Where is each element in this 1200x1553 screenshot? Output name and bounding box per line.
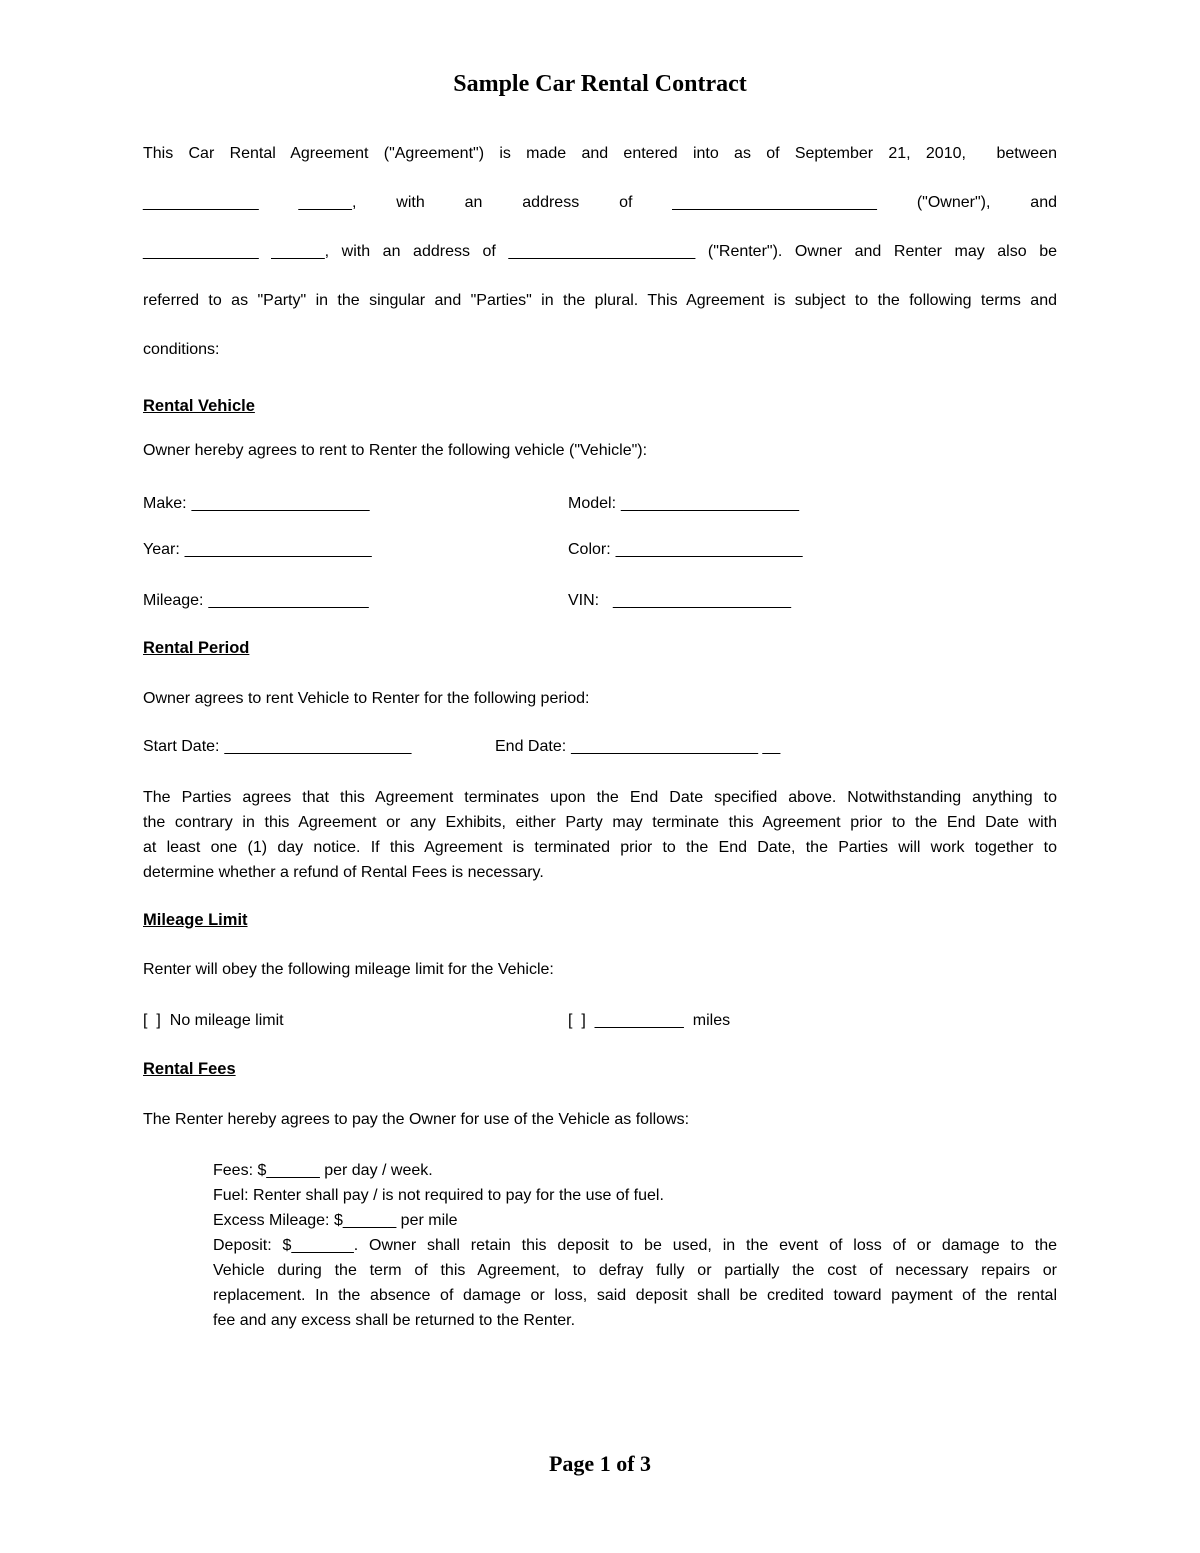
year-blank[interactable]: _____________________ [184,541,372,558]
model-blank[interactable]: ____________________ [621,495,799,512]
year-field [143,540,568,560]
rental-period-intro: Owner agrees to rent Vehicle to Renter for the following period: [143,690,590,707]
rental-fees-intro: The Renter hereby agrees to pay the Owner for use of the Vehicle as follows: [143,1111,690,1128]
miles-label: miles [692,1012,731,1029]
paragraph-line: conditions: [143,341,220,358]
vin-label: VIN: [568,592,600,609]
intro-paragraph [143,129,1057,374]
vehicle-row-year-color [143,540,1057,560]
paragraph-line: _____________ ______, with an address of _____________________ ("Renter"). Owner and Renter may also be [143,243,1057,260]
paragraph-line: determine whether a refund of Rental Fees is necessary. [143,864,544,881]
make-field [143,494,568,514]
rental-fees-heading: Rental Fees [143,1060,236,1078]
color-field [568,540,803,560]
vin-field [568,591,791,611]
paragraph-line: Vehicle during the term of this Agreement, to defray fully or partially the cost of necessary repairs or [213,1262,1057,1279]
paragraph-line: the contrary in this Agreement or any Exhibits, either Party may terminate this Agreement prior to the End Date with [143,814,1057,831]
mileage-limit-intro: Renter will obey the following mileage limit for the Vehicle: [143,961,554,978]
rental-vehicle-intro: Owner hereby agrees to rent to Renter the following vehicle ("Vehicle"): [143,442,648,459]
mileage-options-row [143,1011,1057,1031]
paragraph-line: fee and any excess shall be returned to the Renter. [213,1312,576,1329]
vehicle-row-mileage-vin [143,591,1057,611]
model-field [568,494,799,514]
section-rental-vehicle [143,396,1057,611]
termination-paragraph [143,785,1057,885]
paragraph-line: referred to as "Party" in the singular and "Parties" in the plural. This Agreement is subject to the following terms and [143,292,1057,309]
start-date-label: Start Date: [143,738,220,755]
miles-limit-checkbox[interactable]: [ ] [568,1012,586,1029]
paragraph-line: Fees: $______ per day / week. [213,1162,433,1179]
year-label: Year: [143,541,180,558]
start-date-blank[interactable]: _____________________ [224,738,412,755]
model-label: Model: [568,495,617,512]
color-blank[interactable]: _____________________ [615,541,803,558]
miles-blank[interactable]: __________ [594,1012,684,1029]
end-date-field [495,737,780,757]
mileage-limit-heading: Mileage Limit [143,911,248,929]
paragraph-line: Deposit: $_______. Owner shall retain this deposit to be used, in the event of loss of or damage to the [213,1237,1057,1254]
paragraph-line: Excess Mileage: $______ per mile [213,1212,458,1229]
vin-blank[interactable]: ____________________ [604,592,791,609]
page-title: Sample Car Rental Contract [453,71,747,97]
end-date-label: End Date: [495,738,567,755]
color-label: Color: [568,541,611,558]
mileage-blank[interactable]: __________________ [208,592,369,609]
option-miles-limit [568,1011,730,1031]
no-limit-label: No mileage limit [169,1012,284,1029]
mileage-label: Mileage: [143,592,204,609]
rental-dates-row [143,737,1057,757]
rental-vehicle-heading: Rental Vehicle [143,397,255,415]
page-number: Page 1 of 3 [548,1451,652,1476]
end-date-blank[interactable]: _____________________ __ [571,738,781,755]
section-mileage-limit [143,910,1057,1031]
make-blank[interactable]: ____________________ [191,495,370,512]
vehicle-row-make-model [143,494,1057,514]
rental-period-heading: Rental Period [143,639,250,657]
paragraph-line: at least one (1) day notice. If this Agreement is terminated prior to the End Date, the Parties will work together to [143,839,1057,856]
paragraph-line: This Car Rental Agreement ("Agreement") is made and entered into as of September 21, 2010, between [143,145,1057,162]
paragraph-line: replacement. In the absence of damage or loss, said deposit shall be credited toward payment of the rental [213,1287,1057,1304]
start-date-field [143,737,495,757]
option-no-mileage-limit [143,1011,568,1031]
section-rental-fees [143,1059,1057,1333]
mileage-field [143,591,568,611]
section-rental-period [143,638,1057,885]
paragraph-line: Fuel: Renter shall pay / is not required to pay for the use of fuel. [213,1187,664,1204]
paragraph-line: The Parties agrees that this Agreement terminates upon the End Date specified above. Notwithstanding anything to [143,789,1057,806]
no-limit-checkbox[interactable]: [ ] [143,1012,161,1029]
paragraph-line: _____________ ______, with an address of _______________________ ("Owner"), and [143,194,1057,211]
deposit-paragraph [213,1233,1057,1333]
fees-list [213,1158,1057,1233]
make-label: Make: [143,495,187,512]
